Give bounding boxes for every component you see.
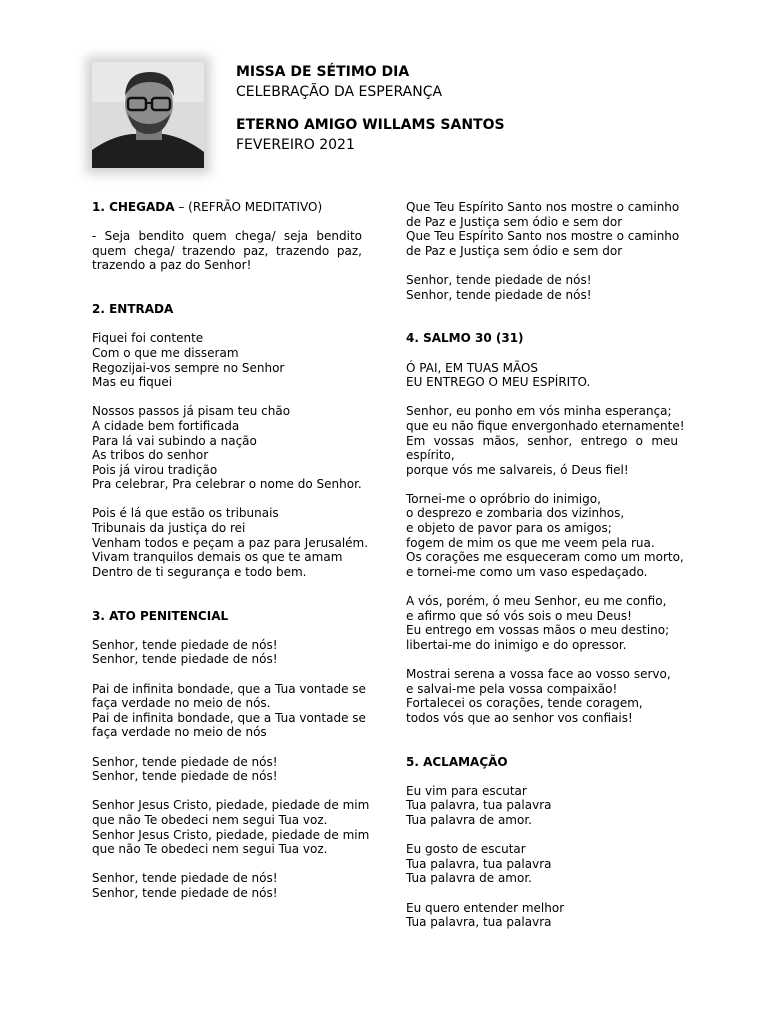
text-line: Nossos passos já pisam teu chão [92, 404, 291, 419]
text-line: de Paz e Justiça sem ódio e sem dor [406, 243, 623, 258]
text-line: Senhor, eu ponho em vós minha esperança; [406, 404, 672, 419]
section-title-chegada: 1. CHEGADA – (REFRÃO MEDITATIVO) [92, 200, 323, 214]
blank-line [406, 579, 678, 594]
text-line: Tribunais da justiça do rei [92, 521, 246, 536]
blank-line [406, 390, 678, 405]
text-line: libertai-me do inimigo e do opressor. [406, 637, 627, 652]
text-line: Tua palavra de amor. [406, 871, 532, 886]
right-column [406, 200, 685, 930]
blank-line [92, 740, 362, 755]
text-line: Tornei-me o opróbrio do inimigo, [406, 491, 601, 506]
blank-line [406, 886, 678, 901]
text-line: Pai de infinita bondade, que a Tua vontade se [92, 681, 366, 696]
section-title-entrada: 2. ENTRADA [92, 302, 174, 317]
text-line: Em vossas mãos, senhor, entrego o meu [406, 433, 678, 448]
text-line: o desprezo e zombaria dos vizinhos, [406, 506, 625, 521]
text-line: Pra celebrar, Pra celebrar o nome do Senhor. [92, 477, 362, 492]
page-title: MISSA DE SÉTIMO DIA [236, 64, 410, 80]
text-line: Tua palavra, tua palavra [406, 856, 552, 871]
person-name: ETERNO AMIGO WILLAMS SANTOS [236, 117, 505, 133]
text-line: Dentro de ti segurança e todo bem. [92, 564, 307, 579]
blank-line [92, 492, 362, 507]
text-line: Eu entrego em vossas mãos o meu destino; [406, 623, 670, 638]
blank-line [92, 784, 362, 799]
text-line: Para lá vai subindo a nação [92, 433, 257, 448]
text-line: Tua palavra, tua palavra [406, 915, 552, 930]
text-line: e afirmo que só vós sois o meu Deus! [406, 608, 632, 623]
portrait-photo [92, 62, 204, 168]
text-line: fogem de mim os que me veem pela rua. [406, 535, 655, 550]
text-line: Com o que me disseram [92, 345, 239, 360]
text-line: Pois já virou tradição [92, 462, 218, 477]
text-line: espírito, [406, 448, 455, 463]
text-line: Senhor, tende piedade de nós! [92, 871, 278, 886]
text-line: Senhor Jesus Cristo, piedade, piedade de mim [92, 827, 370, 842]
ato-penitencial-lyrics [92, 637, 370, 901]
blank-line [406, 477, 678, 492]
text-line: Senhor, tende piedade de nós! [92, 754, 278, 769]
text-line: Ó PAI, EM TUAS MÃOS [406, 360, 539, 375]
text-line: Os corações me esqueceram como um morto, [406, 550, 684, 565]
text-line: EU ENTREGO O MEU ESPÍRITO. [406, 375, 591, 390]
text-line: A vós, porém, ó meu Senhor, eu me confio, [406, 594, 667, 609]
text-line: de Paz e Justiça sem ódio e sem dor [406, 214, 623, 229]
portrait-photo-icon [92, 62, 204, 168]
text-line: Regozijai-vos sempre no Senhor [92, 360, 285, 375]
ato-penitencial-continued [406, 200, 678, 302]
text-line: Pai de infinita bondade, que a Tua vontade se [92, 710, 366, 725]
text-line: Pois é lá que estão os tribunais [92, 506, 279, 521]
text-line: Que Teu Espírito Santo nos mostre o caminho [406, 200, 680, 214]
text-line: Vivam tranquilos demais os que te amam [92, 550, 343, 565]
text-line: faça verdade no meio de nós [92, 725, 267, 740]
section-title-salmo: 4. SALMO 30 (31) [406, 331, 524, 346]
date: FEVEREIRO 2021 [236, 137, 355, 153]
text-line: e objeto de pavor para os amigos; [406, 521, 612, 536]
section-title-ato-penitencial: 3. ATO PENITENCIAL [92, 608, 229, 623]
text-line: que não Te obedeci nem segui Tua voz. [92, 812, 328, 827]
left-column [92, 200, 370, 901]
header [236, 62, 505, 155]
text-line: Venham todos e peçam a paz para Jerusalém. [92, 535, 369, 550]
blank-line [406, 828, 678, 843]
text-line: todos vós que ao senhor vos confiais! [406, 710, 633, 725]
text-line: Que Teu Espírito Santo nos mostre o caminho [406, 229, 680, 244]
aclamacao-lyrics [406, 784, 678, 930]
blank-line [92, 390, 362, 405]
text-line: Tua palavra, tua palavra [406, 798, 552, 813]
text-line: Tua palavra de amor. [406, 812, 532, 827]
blank-line [92, 857, 362, 872]
text-line: que eu não fique envergonhado eternamente! [406, 418, 685, 433]
chegada-text: - Seja bendito quem chega/ seja bendito quem chega/ trazendo paz, trazendo paz, trazendo a paz do Senhor! [92, 229, 362, 273]
section-title-aclamacao: 5. ACLAMAÇÃO [406, 754, 508, 769]
text-line: faça verdade no meio de nós. [92, 696, 271, 711]
text-line: Senhor, tende piedade de nós! [406, 287, 592, 302]
page-subtitle: CELEBRAÇÃO DA ESPERANÇA [236, 84, 443, 100]
text-line: e salvai-me pela vossa compaixão! [406, 681, 618, 696]
blank-line [406, 652, 678, 667]
text-line: As tribos do senhor [92, 448, 209, 463]
text-line: Eu vim para escutar [406, 783, 527, 798]
text-line: que não Te obedeci nem segui Tua voz. [92, 842, 328, 857]
text-line: Senhor, tende piedade de nós! [92, 769, 278, 784]
text-line: Eu gosto de escutar [406, 842, 526, 857]
blank-line [92, 667, 362, 682]
text-line: Senhor, tende piedade de nós! [406, 272, 592, 287]
text-line: e tornei-me como um vaso espedaçado. [406, 564, 648, 579]
blank-line [406, 258, 678, 273]
text-line: Mostrai serena a vossa face ao vosso servo, [406, 667, 671, 681]
text-line: Eu quero entender melhor [406, 900, 565, 915]
text-line: Senhor, tende piedade de nós! [92, 885, 278, 900]
text-line: Mas eu fiquei [92, 375, 173, 390]
text-line: Fiquei foi contente [92, 331, 204, 346]
text-line: Senhor Jesus Cristo, piedade, piedade de mim [92, 798, 370, 813]
entrada-lyrics [92, 331, 369, 579]
text-line: porque vós me salvareis, ó Deus fiel! [406, 462, 629, 477]
text-line: Fortalecei os corações, tende coragem, [406, 696, 643, 711]
salmo-text [406, 360, 685, 726]
text-line: Senhor, tende piedade de nós! [92, 637, 278, 652]
text-line: Senhor, tende piedade de nós! [92, 652, 278, 667]
text-line: A cidade bem fortificada [92, 418, 240, 433]
